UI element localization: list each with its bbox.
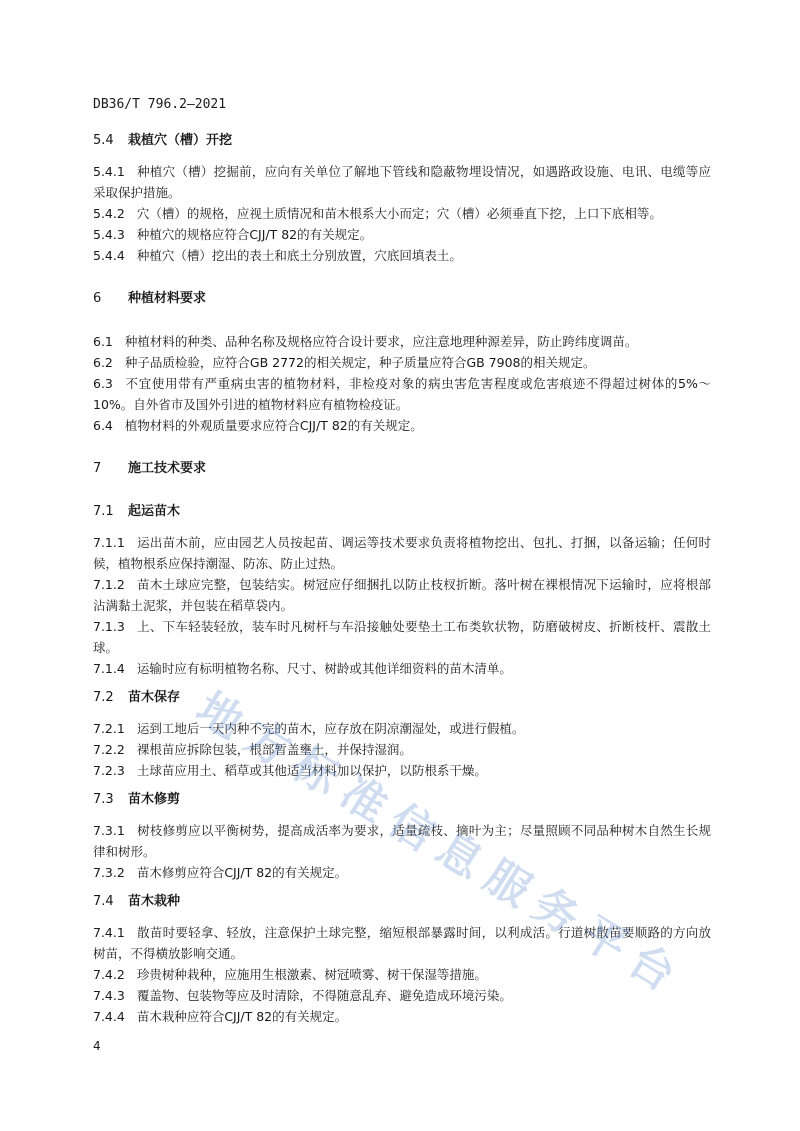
watermark-char: 准 [331,766,396,834]
clause-number: 5.4.1 [93,164,125,179]
section-title: 栽植穴（槽）开挖 [128,133,233,148]
clause-text: 苗木土球应完整，包装结实。树冠应仔细捆扎以防止枝杈折断。落叶树在裸根情况下运输时，应将根部沾满黏土泥浆，并包装在稻草袋内。 [93,577,711,613]
clause-6-3 [93,373,711,415]
clause-7-4-3 [93,985,711,1006]
clause-number: 7.1.2 [93,577,125,592]
clause-number: 7.3.2 [93,865,125,880]
clause-number: 6.2 [93,355,113,370]
clause-text: 裸根苗应拆除包装，根部暂盖壅土，并保持湿润。 [136,742,412,757]
clause-text: 覆盖物、包装物等应及时清除，不得随意乱弃、避免造成环境污染。 [136,988,512,1003]
section-title: 种植材料要求 [128,291,207,306]
watermark-char: 息 [427,822,492,890]
clause-text: 运出苗木前，应由园艺人员按起苗、调运等技术要求负责将植物挖出、包扎、打捆，以备运输；任何时候，植物根系应保持潮湿、防冻、防止过热。 [93,535,711,571]
clause-6-1 [93,331,711,352]
clause-7-3-2 [93,862,711,883]
clause-number: 6.1 [93,334,113,349]
clause-7-2-3 [93,760,711,781]
clause-text: 种植穴（槽）挖掘前，应向有关单位了解地下管线和隐蔽物埋设情况，如遇路政设施、电讯、电缆等应采取保护措施。 [93,164,711,200]
clause-7-2-1 [93,718,711,739]
clause-7-4-1 [93,922,711,964]
section-number: 7.4 [93,894,114,909]
clause-5-4-2 [93,203,711,224]
clause-number: 6.4 [93,418,113,433]
page-number: 4 [93,1039,101,1053]
section-number: 7.2 [93,690,114,705]
clause-7-1-2 [93,574,711,616]
clause-text: 种植穴（槽）挖出的表土和底土分别放置，穴底回填表土。 [136,248,462,263]
clause-number: 7.1.3 [93,619,125,634]
section-number: 6 [93,291,102,306]
clause-7-1-4 [93,658,711,679]
clause-text: 不宜使用带有严重病虫害的植物材料，非检疫对象的病虫害危害程度或危害痕迹不得超过树体的5%～10%。自外省市及国外引进的植物材料应有植物检疫证。 [93,376,711,412]
clause-text: 树枝修剪应以平衡树势，提高成活率为要求，适量疏枝、摘叶为主；尽量照顾不同品种树木自然生长规律和树形。 [93,823,711,859]
section-number: 7 [93,461,102,476]
section-heading-5-4 [93,130,711,151]
watermark-char: 务 [523,878,588,946]
clause-text: 珍贵树种栽种，应施用生根激素、树冠喷雾、树干保湿等措施。 [136,967,487,982]
clause-7-2-2 [93,739,711,760]
clause-number: 7.4.4 [93,1009,125,1024]
clause-text: 穴（槽）的规格，应视土质情况和苗木根系大小而定；穴（槽）必须垂直下挖，上口下底相等。 [136,206,662,221]
clause-number: 5.4.3 [93,227,125,242]
section-heading-6 [93,288,711,309]
clause-7-4-2 [93,964,711,985]
clause-text: 种植穴的规格应符合CJJ/T 82的有关规定。 [136,227,373,242]
section-number: 7.1 [93,504,114,519]
clause-text: 运到工地后一天内种不完的苗木，应存放在阴凉潮湿处，或进行假植。 [136,721,525,736]
document-body [93,130,711,1027]
clause-number: 7.4.3 [93,988,125,1003]
clause-7-3-1 [93,820,711,862]
section-title: 施工技术要求 [128,461,207,476]
clause-number: 7.4.2 [93,967,125,982]
clause-number: 6.3 [93,376,113,391]
clause-number: 7.1.1 [93,535,125,550]
clause-5-4-4 [93,245,711,266]
clause-text: 苗木修剪应符合CJJ/T 82的有关规定。 [136,865,348,880]
section-heading-7-4 [93,891,711,912]
section-number: 7.3 [93,792,114,807]
section-heading-7 [93,458,711,479]
section-title: 苗木修剪 [128,792,181,807]
clause-7-4-4 [93,1006,711,1027]
clause-text: 苗木栽种应符合CJJ/T 82的有关规定。 [136,1009,348,1024]
watermark-char: 台 [619,934,684,1002]
watermark-char: 地 [187,682,252,750]
section-heading-7-2 [93,687,711,708]
section-title: 起运苗木 [128,504,181,519]
clause-5-4-1 [93,161,711,203]
section-heading-7-1 [93,501,711,522]
watermark-char: 平 [571,906,636,974]
clause-number: 5.4.4 [93,248,125,263]
clause-text: 种植材料的种类、品种名称及规格应符合设计要求，应注意地理种源差异，防止跨纬度调苗。 [124,334,638,349]
clause-text: 散苗时要轻拿、轻放，注意保护土球完整，缩短根部暴露时间，以利成活。行道树散苗要顺路的方向放树苗，不得横放影响交通。 [93,925,711,961]
clause-number: 7.2.1 [93,721,125,736]
watermark-char: 方 [235,710,300,778]
clause-number: 7.4.1 [93,925,125,940]
clause-text: 运输时应有标明植物名称、尺寸、树龄或其他详细资料的苗木清单。 [136,661,512,676]
clause-6-4 [93,415,711,436]
watermark-char: 信 [379,794,444,862]
watermark-char: 服 [475,850,540,918]
clause-number: 7.2.2 [93,742,125,757]
clause-number: 7.3.1 [93,823,125,838]
section-number: 5.4 [93,133,114,148]
clause-text: 种子品质检验，应符合GB 2772的相关规定，种子质量应符合GB 7908的相关规定。 [124,355,596,370]
section-title: 苗木保存 [128,690,181,705]
clause-text: 上、下车轻装轻放，装车时凡树杆与车沿接触处要垫土工布类软状物，防磨破树皮、折断枝杆、震散土球。 [93,619,711,655]
clause-7-1-3 [93,616,711,658]
section-title: 苗木栽种 [128,894,181,909]
watermark-char: 标 [283,738,348,806]
clause-5-4-3 [93,224,711,245]
clause-number: 7.2.3 [93,763,125,778]
clause-6-2 [93,352,711,373]
document-code: DB36/T 796.2—2021 [93,97,227,112]
clause-text: 植物材料的外观质量要求应符合CJJ/T 82的有关规定。 [124,418,423,433]
section-heading-7-3 [93,789,711,810]
clause-text: 土球苗应用土、稻草或其他适当材料加以保护，以防根系干燥。 [136,763,487,778]
clause-number: 7.1.4 [93,661,125,676]
clause-7-1-1 [93,532,711,574]
clause-number: 5.4.2 [93,206,125,221]
